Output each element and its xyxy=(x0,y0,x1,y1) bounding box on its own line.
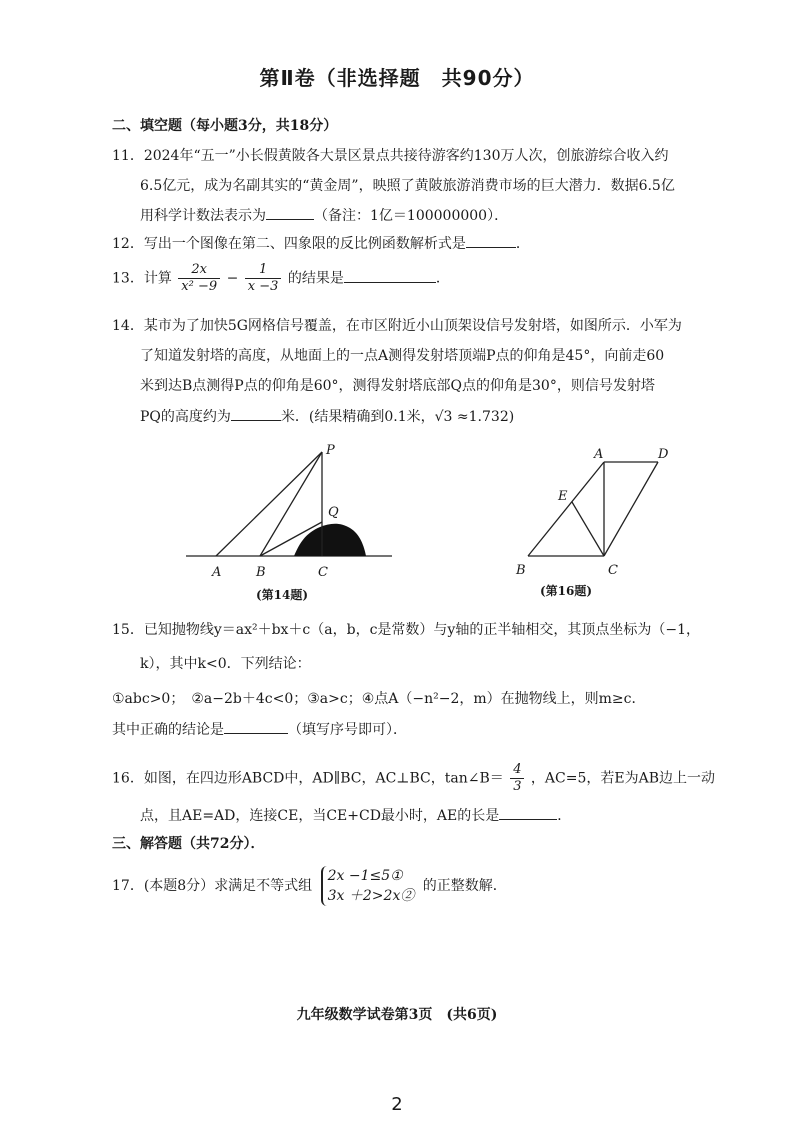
q15-answer-blank[interactable] xyxy=(224,719,288,734)
q15-line2: k），其中k<0．下列结论： xyxy=(140,656,311,672)
q11-line1: 11．2024年“五一”小长假黄陂各大景区景点共接待游客约130万人次，创旅游综合收入约 xyxy=(112,148,669,164)
fig14-label-q: Q xyxy=(328,505,339,520)
q13-minus: − xyxy=(226,270,239,287)
q15-line4 xyxy=(112,719,407,740)
fig16-label-c: C xyxy=(608,563,618,578)
fig14-label-b: B xyxy=(256,565,266,580)
q15-line4-note: （填写序号即可）． xyxy=(288,722,407,738)
q17-prefix: 17．(本题8分）求满足不等式组 xyxy=(112,878,313,894)
figure-16 xyxy=(508,442,698,582)
q14-line4-note: 米．(结果精确到0.1米，√3 ≈1.732) xyxy=(280,409,515,425)
fig16-label-a: A xyxy=(594,447,604,462)
q17-line xyxy=(112,866,507,906)
q17-inequality-1: 2x −1≤5① xyxy=(327,868,403,884)
q16-text-b: ，AC=5，若E为AB边上一动 xyxy=(530,770,715,787)
q14-line4-text: PQ的高度约为 xyxy=(140,409,231,425)
q17-inequality-system xyxy=(321,866,415,906)
fig16-caption: (第16题) xyxy=(540,584,593,598)
q12-end: ． xyxy=(515,236,530,252)
q13-suffix: 的结果是 xyxy=(287,270,344,287)
q13-f2-denominator: x −3 xyxy=(247,279,279,294)
q11-line3-text: 用科学计数法表示为 xyxy=(140,208,266,224)
page-number: 2 xyxy=(391,1094,403,1115)
q13-prefix: 13．计算 xyxy=(112,270,172,287)
q12-answer-blank[interactable] xyxy=(466,233,516,248)
q16-answer-blank[interactable] xyxy=(499,805,557,820)
q14-answer-blank[interactable] xyxy=(231,406,281,421)
page-title: 第Ⅱ卷（非选择题 共90分） xyxy=(259,66,535,90)
fig16-label-d: D xyxy=(658,447,669,462)
q13-f2-numerator: 1 xyxy=(245,262,282,279)
fig14-label-a: A xyxy=(212,565,222,580)
q15-line3: ①abc>0； ②a−2b＋4c<0；③a>c；④点A（−n²−2，m）在抛物线上，则m≥c． xyxy=(112,691,646,707)
q16-line1 xyxy=(112,762,715,795)
q14-line2: 了知道发射塔的高度，从地面上的一点A测得发射塔顶端P点的仰角是45°，向前走60 xyxy=(140,348,665,364)
q16-numerator: 4 xyxy=(510,762,524,779)
fig16-label-b: B xyxy=(516,563,526,578)
q11-line2: 6.5亿元，成为名副其实的“黄金周”，映照了黄陂旅游消费市场的巨大潜力．数据6.5亿 xyxy=(140,178,675,194)
q13-line xyxy=(112,262,450,295)
q13-fraction-2 xyxy=(245,262,282,295)
fig14-caption: (第14题) xyxy=(256,588,309,602)
q16-end: ． xyxy=(557,808,572,824)
q13-answer-blank[interactable] xyxy=(344,268,436,283)
q16-line2-text: 点，且AE=AD，连接CE，当CE+CD最小时，AE的长是 xyxy=(140,808,500,824)
q17-suffix: 的正整数解． xyxy=(422,878,507,894)
q16-denominator: 3 xyxy=(513,779,522,794)
q15-line4-text: 其中正确的结论是 xyxy=(112,722,224,738)
q16-line2 xyxy=(140,805,571,826)
q12-line xyxy=(112,233,530,254)
q14-line3: 米到达B点测得P点的仰角是60°，测得发射塔底部Q点的仰角是30°，则信号发射塔 xyxy=(140,378,655,394)
fig16-label-e: E xyxy=(558,489,568,504)
q14-line4 xyxy=(140,406,514,427)
q11-note: （备注：1亿＝100000000）． xyxy=(314,208,509,224)
figure-14 xyxy=(110,438,400,588)
section-answer-heading: 三、解答题（共72分）． xyxy=(112,836,265,852)
q12-text: 12．写出一个图像在第二、四象限的反比例函数解析式是 xyxy=(112,236,466,252)
fig14-label-c: C xyxy=(318,565,328,580)
fig14-label-p: P xyxy=(326,443,335,458)
q14-line1: 14．某市为了加快5G网格信号覆盖，在市区附近小山顶架设信号发射塔，如图所示．小军为 xyxy=(112,318,682,334)
page-footer: 九年级数学试卷第3页 (共6页) xyxy=(296,1007,498,1023)
q16-fraction xyxy=(510,762,524,795)
q11-line3 xyxy=(140,205,508,226)
q15-line1: 15．已知抛物线y＝ax²＋bx＋c（a，b，c是常数）与y轴的正半轴相交，其顶点坐标为（−1， xyxy=(112,622,700,638)
q13-f1-numerator: 2x xyxy=(178,262,220,279)
section-fill-in-heading: 二、填空题（每小题3分，共18分） xyxy=(112,118,338,134)
q17-inequality-2: 3x ＋2>2x② xyxy=(327,888,415,904)
q13-end: ． xyxy=(435,270,450,287)
q13-f1-denominator: x² −9 xyxy=(181,279,218,294)
q11-answer-blank[interactable] xyxy=(266,205,314,220)
q13-fraction-1 xyxy=(178,262,220,295)
q16-text-a: 16．如图，在四边形ABCD中，AD∥BC，AC⊥BC，tan∠B＝ xyxy=(112,770,504,787)
